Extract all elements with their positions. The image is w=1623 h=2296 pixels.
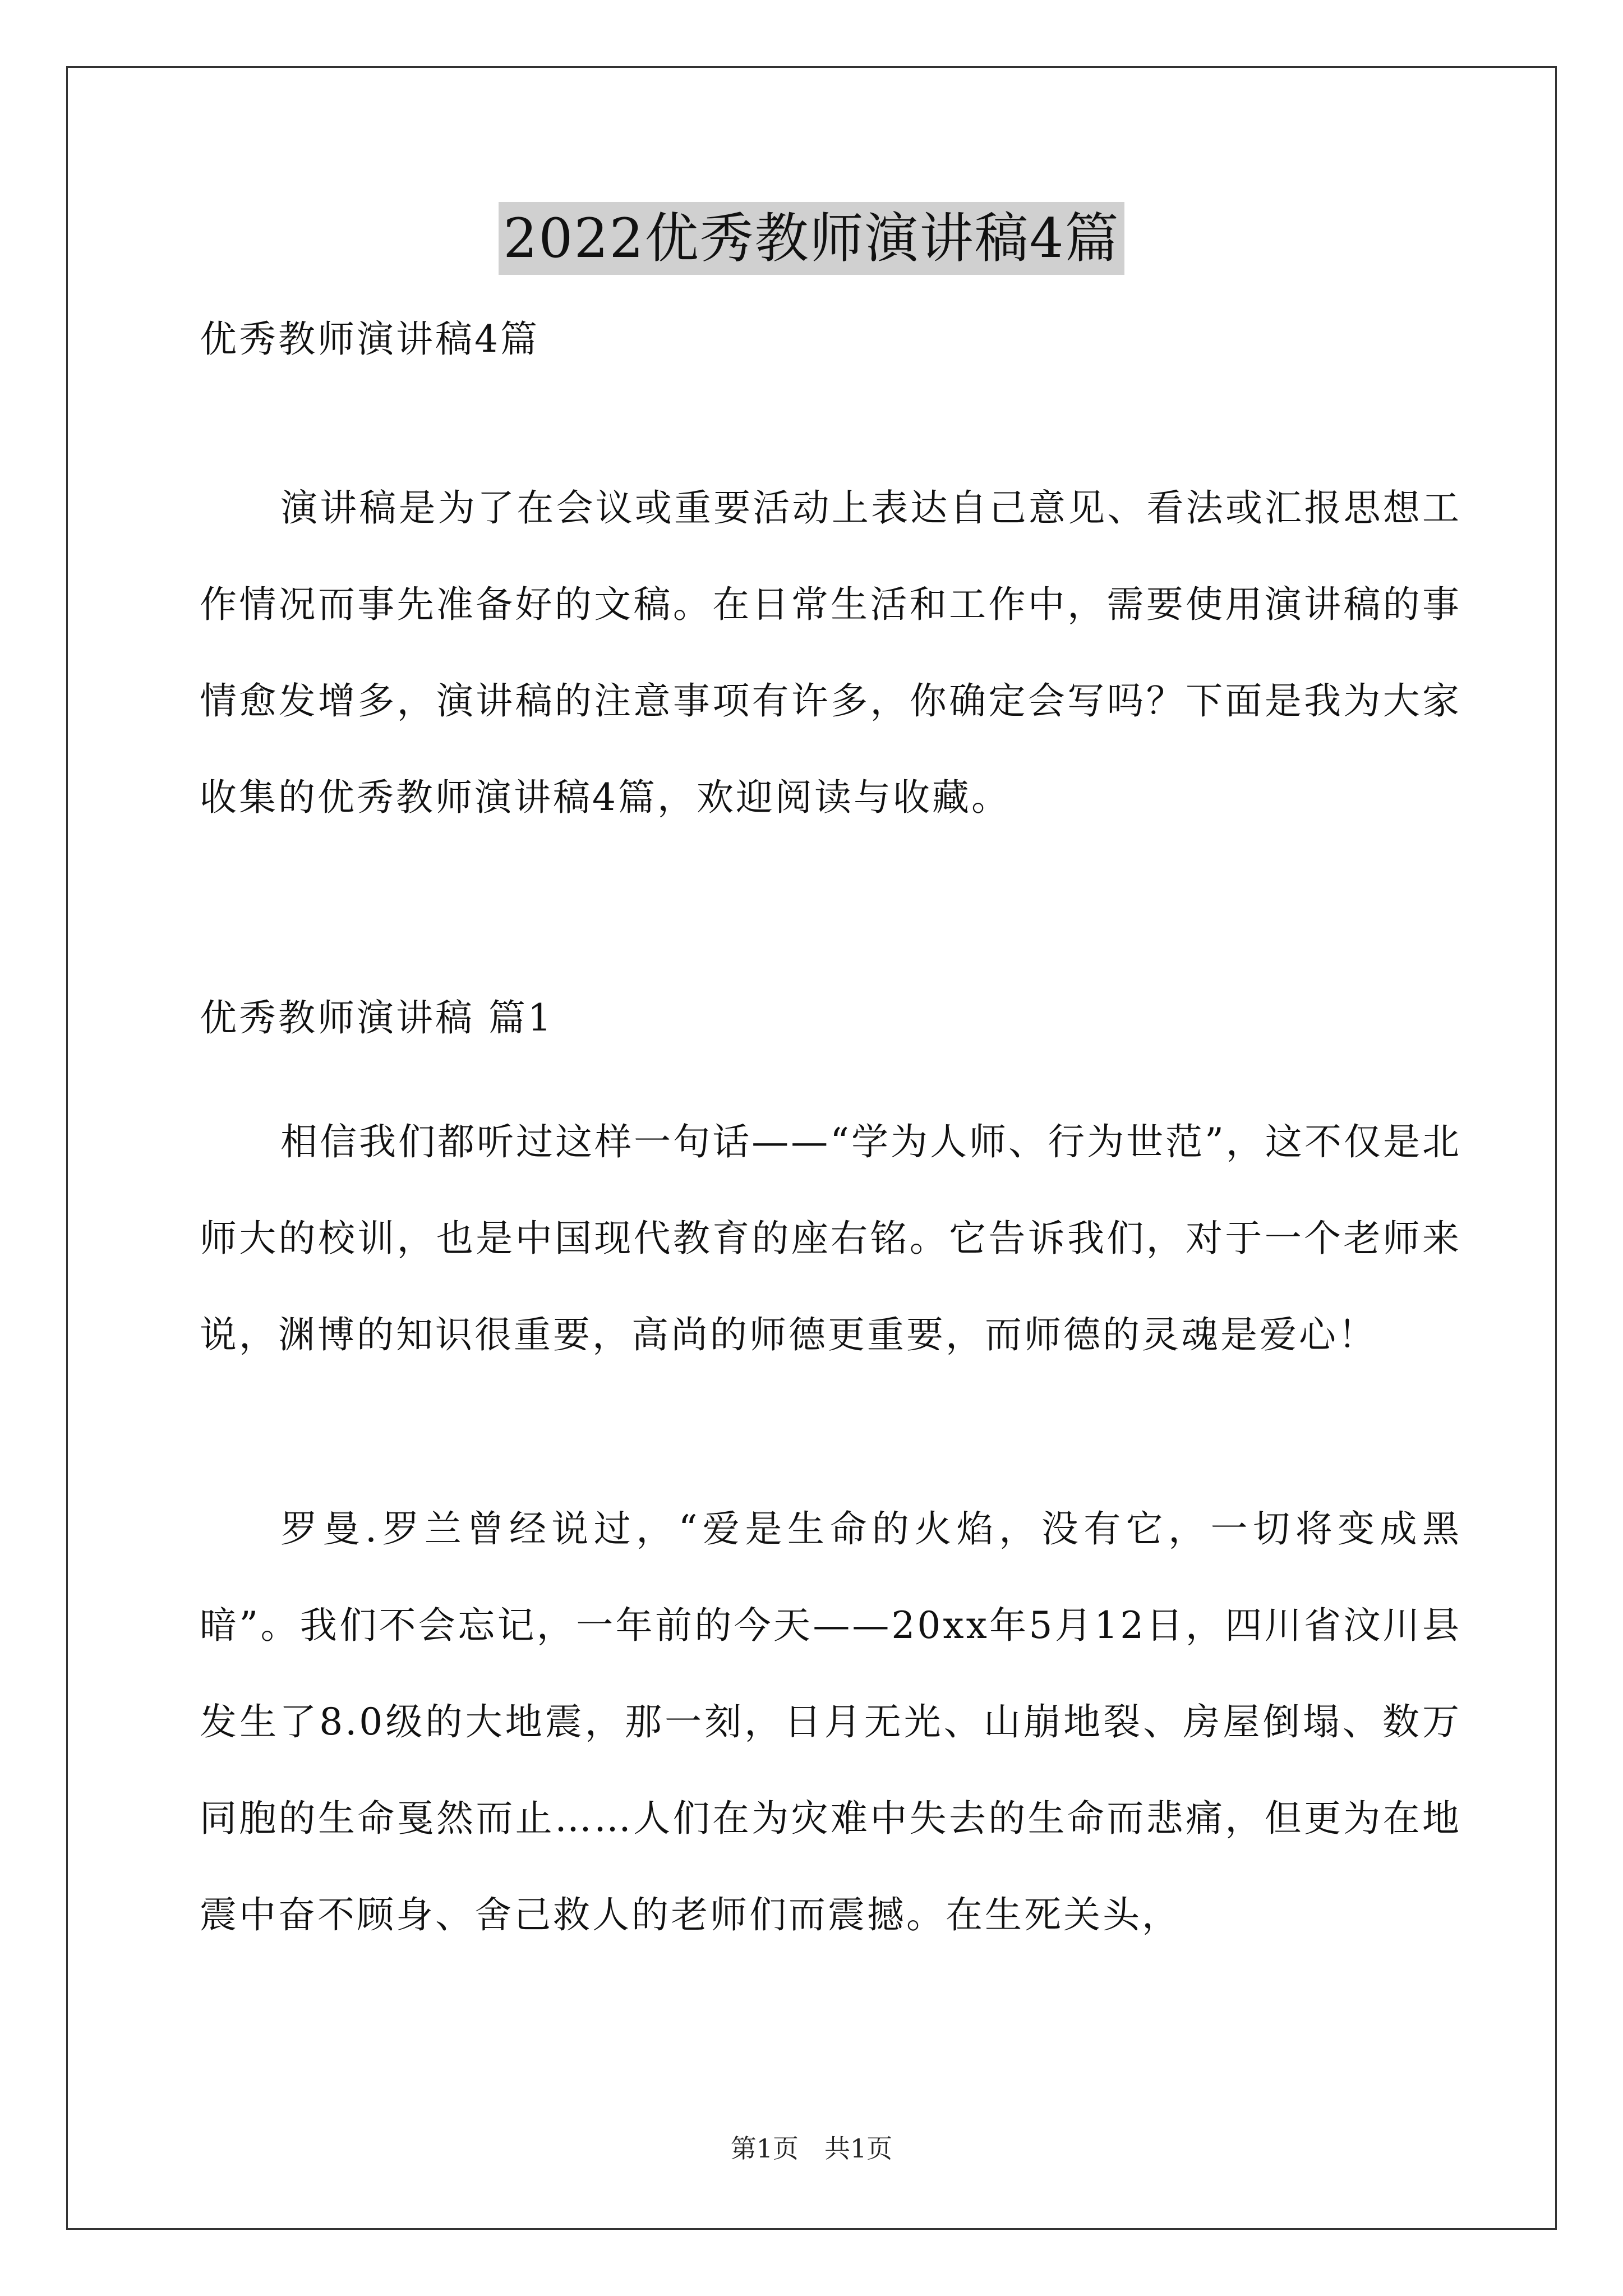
document-title: 2022优秀教师演讲稿4篇 xyxy=(499,202,1124,275)
intro-paragraph: 演讲稿是为了在会议或重要活动上表达自己意见、看法或汇报思想工作情况而事先准备好的文稿。在日常生活和工作中，需要使用演讲稿的事情愈发增多，演讲稿的注意事项有许多，你确定会写吗？下面是我为大家收集的优秀教师演讲稿4篇，欢迎阅读与收藏。 xyxy=(200,486,1461,819)
body-paragraph: 罗曼.罗兰曾经说过，“爱是生命的火焰，没有它，一切将变成黑暗”。我们不会忘记，一年前的今天——20xx年5月12日，四川省汶川县发生了8.0级的大地震，那一刻，日月无光、山崩地裂、房屋倒塌、数万同胞的生命戛然而止……人们在为灾难中失去的生命而悲痛，但更为在地震中奋不顾身、舍己救人的老师们而震撼。在生死关头， xyxy=(200,1507,1461,1936)
page-footer: 第1页 共1页 xyxy=(730,2133,893,2164)
document-subtitle: 优秀教师演讲稿4篇 xyxy=(200,318,540,361)
body-paragraph: 相信我们都听过这样一句话——“学为人师、行为世范”，这不仅是北师大的校训，也是中国现代教育的座右铭。它告诉我们，对于一个老师来说，渊博的知识很重要，高尚的师德更重要，而师德的灵魂是爱心！ xyxy=(200,1120,1461,1356)
title-container xyxy=(0,202,1623,275)
section-heading: 优秀教师演讲稿 篇1 xyxy=(200,996,554,1039)
